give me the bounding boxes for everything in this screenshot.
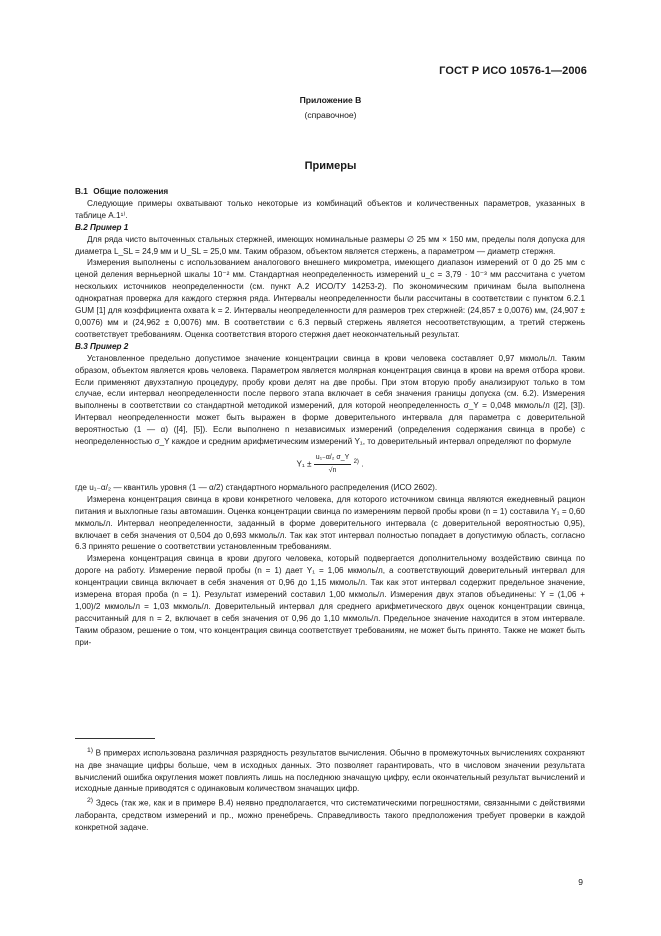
footnote-text: Здесь (так же, как и в примере В.4) неявно предполагается, что систематическими погрешностями, связанными с действиями лаборанта, средством измерений и пр., можно пренебречь. Справедливость такого предположения требует проверки в каждой конкретной задаче. <box>75 799 585 832</box>
annex-heading <box>0 93 661 123</box>
section-number: В.1 <box>75 187 88 196</box>
formula-fraction <box>314 452 352 477</box>
footnote-list <box>75 745 585 834</box>
footnote <box>75 745 585 795</box>
paragraph: Для ряда чисто выточенных стальных стержней, имеющих номинальные размеры ∅ 25 мм × 150 мм, пределы поля допуска для диаметра L_SL = 24,9 мм и U_SL = 25,0 мм. Таким образом, объектом является стержень, а параметром — диаметр стержня. <box>75 234 585 256</box>
paragraph: Следующие примеры охватывают только некоторые из комбинаций объектов и количественных параметров, указанных в таблице А.1¹⁾. <box>75 198 585 220</box>
page-title: Примеры <box>304 160 357 172</box>
paragraph: Измерения выполнены с использованием аналогового внешнего микрометра, имеющего диапазон измерений от 0 до 25 мм с ценой деления верньерной шкалы 10⁻² мм. Стандартная неопределенность измерений u_c = 3,79 · 10⁻³ мм рассчитана с учетом нескольких источников неопределенности (см. пункт А.2 ИСО/ТУ 14253-2). По экономическим причинам была выполнена однократная проверка для каждого стержня ряда. Интервалы неопределенности были рассчитаны в соответствии с пунктом 6.2.1 GUM [1] для коэффициента охвата k = 2. Интервалы неопределенности для размеров трех стержней: (24,857 ± 0,0076) мм, (24,907 ± 0,0076) мм и (24,962 ± 0,0076) мм. В соответствии с 6.3 первый стержень является несоответствующим, а третий стержень соответствует требованиям. Оценка соответствия второго стержня дает неокончательный результат. <box>75 258 585 339</box>
paragraph: где u₁₋α/₂ — квантиль уровня (1 — α/2) стандартного нормального распределения (ИСО 2602). <box>75 482 438 492</box>
page-number: 9 <box>578 877 583 887</box>
confidence-interval-formula <box>75 452 585 478</box>
footnote-mark: 2) <box>87 797 94 805</box>
body-text <box>75 186 585 649</box>
formula-footnote-mark: 2) <box>353 458 359 465</box>
footnote <box>75 795 585 833</box>
formula-numerator: u₁₋α/₂ σ_Y <box>314 452 352 465</box>
formula-end: . <box>361 459 364 469</box>
footnotes <box>75 738 585 834</box>
section-title: Общие положения <box>93 187 169 196</box>
footnote-separator <box>75 738 155 739</box>
annex-title: Приложение В <box>299 95 362 105</box>
formula-denominator: √n <box>328 466 337 474</box>
section-heading-example-1: В.2 Пример 1 <box>75 222 129 232</box>
paragraph: Установленное предельно допустимое значение концентрации свинца в крови человека составляет 0,97 мкмоль/л. Таким образом, объектом является кровь человека. Параметром является молярная концентрация свинца в крови на время отбора крови. Если применяют двухэтапную процедуру, пробу крови делят на две пробы. При этом вторую пробу анализируют только в том случае, если интервал неопределенности после первого этапа включает в себя значения границы допуска (см. 6.2). Измерения выполнены в соответствии со стандартной методикой измерений, для которой неопределенность σ_Y = 0,048 мкмоль/л ([2], [3]). Интервал неопределенности может быть выражен в форме доверительного интервала для параметра с доверительной вероятностью (1 — α) ([4], [5]). Если выполнено n независимых измерений (определения содержания свинца в пробе) с неопределенностью σ_Y каждое и средним арифметическим измерений Y₁, то доверительный интервал определяют по формуле <box>75 353 585 447</box>
annex-subtitle: (справочное) <box>304 110 357 120</box>
paragraph: Измерена концентрация свинца в крови конкретного человека, для которого источником свинца являются ежедневный рацион питания и выхлопные газы автомашин. Оценка концентрации свинца по измерениям первой пробы крови (n = 1) составила Y₁ = 0,60 мкмоль/л. Интервал неопределенности, заданный в форме доверительного интервала (с доверительной вероятностью 0,95), включает в себя значения от 0,504 до 0,693 мкмоль/л. Так как этот интервал полностью попадает в допустимую область, согласно 6.3 принято решение о соответствии установленным требованиям. <box>75 494 585 552</box>
footnote-text: В примерах использована различная разрядность результатов вычисления. Обычно в промежуточных вычислениях сохраняют на две значащие цифры больше, чем в исходных данных. Это позволяет гарантировать, что в числовом значении результата вычислений ошибка округления может повлиять лишь на последнюю значащую цифру, если окончательный результат вычислений и исходные данные приводятся с одинаковым количеством значащих цифр. <box>75 748 585 794</box>
standard-code-header: ГОСТ Р ИСО 10576-1—2006 <box>439 65 587 77</box>
section-heading-general <box>75 186 585 198</box>
formula-left: Y₁ ± <box>296 459 312 469</box>
paragraph: Измерена концентрация свинца в крови другого человека, который подвергается дополнительному воздействию свинца по дороге на работу. Измерение первой пробы (n = 1) дает Y₁ = 1,06 мкмоль/л, а соответствующий доверительный интервал для концентрации свинца включает в себя значения от 0,96 до 1,15 мкмоль/л. Так как этот интервал содержит предельное значение, измерена вторая проба (n = 1). Результат измерений составил 1,00 мкмоль/л. Измерения двух этапов объединены: Y = (1,06 + 1,00)/2 мкмоль/л = 1,03 мкмоль/л. Доверительный интервал для среднего арифметического двух оценок концентрации свинца, рассчитанный для n = 2, включает в себя значения от 0,96 до 1,10 мкмоль/л. Предельное значение находится в этом интервале. Таким образом, решение о том, что концентрация свинца соответствует требованиям, не может быть принято. Также не может быть при- <box>75 554 585 647</box>
section-heading-example-2: В.3 Пример 2 <box>75 341 129 351</box>
footnote-mark: 1) <box>87 747 94 754</box>
